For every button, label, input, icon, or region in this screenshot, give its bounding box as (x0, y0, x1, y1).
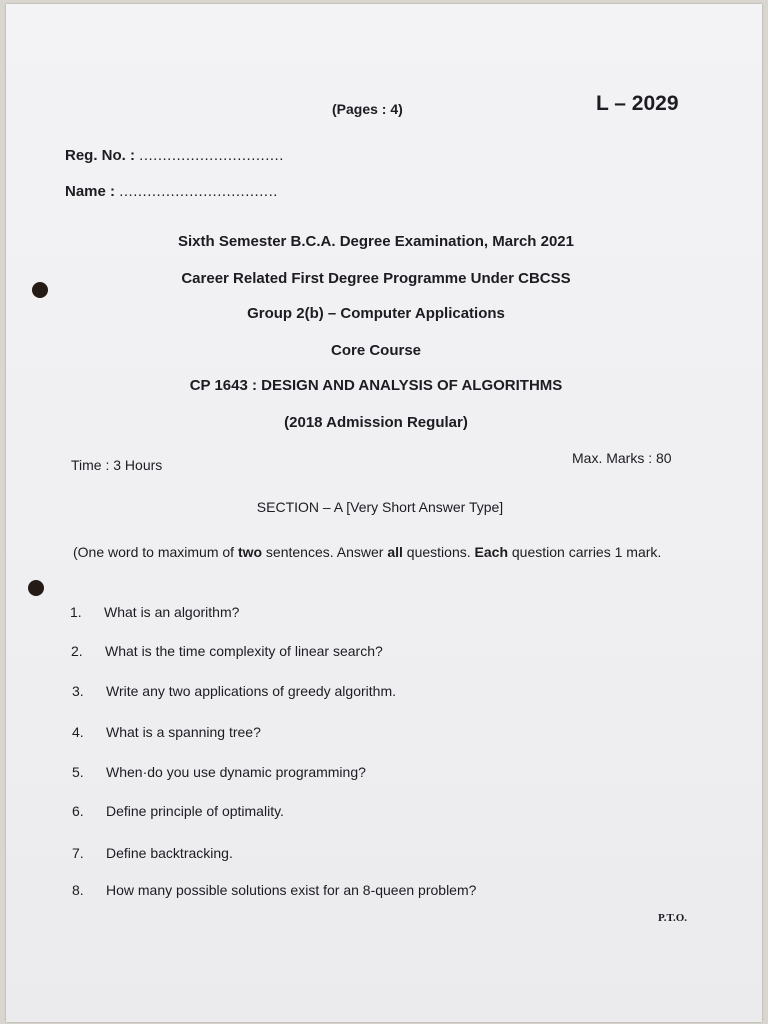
question-text: When·do you use dynamic programming? (106, 764, 366, 780)
course-title: CP 1643 : DESIGN AND ANALYSIS OF ALGORITHMS (189, 377, 563, 394)
programme-title: Career Related First Degree Programme Under CBCSS (181, 270, 571, 287)
paper-code: L – 2029 (596, 92, 679, 115)
question-text: How many possible solutions exist for an 8-queen problem? (106, 882, 477, 898)
page-count: (Pages : 4) (332, 101, 403, 117)
question-text: What is a spanning tree? (106, 724, 261, 740)
question-number: 6. (72, 803, 84, 819)
question-text: Define backtracking. (106, 845, 233, 861)
reg-no-label: Reg. No. : (65, 147, 135, 164)
max-marks: Max. Marks : 80 (572, 450, 672, 466)
section-instructions (73, 542, 689, 562)
question-text: Write any two applications of greedy algorithm. (106, 683, 396, 699)
question-number: 2. (71, 643, 83, 659)
course-type: Core Course (330, 342, 422, 359)
instr-bold: Each (474, 544, 508, 560)
instr-text: sentences. Answer (262, 544, 388, 560)
question-number: 4. (72, 724, 84, 740)
instr-text: question carries 1 mark. (508, 544, 662, 560)
name-dots: .................................. (119, 183, 278, 200)
question-text: What is the time complexity of linear search? (105, 643, 383, 659)
instr-bold: two (237, 544, 263, 560)
exam-paper (6, 4, 762, 1022)
question-number: 3. (72, 683, 84, 699)
section-heading: SECTION – A [Very Short Answer Type] (256, 499, 504, 515)
admission-note: (2018 Admission Regular) (284, 414, 468, 431)
name-field (65, 183, 278, 200)
question-number: 5. (72, 764, 84, 780)
instr-text: questions. (402, 544, 475, 560)
exam-time: Time : 3 Hours (71, 457, 163, 473)
question-number: 1. (70, 604, 82, 620)
punch-hole-bottom (28, 580, 44, 596)
question-text: Define principle of optimality. (106, 803, 284, 819)
question-text: What is an algorithm? (104, 604, 240, 620)
instr-text: (One word to maximum of (73, 544, 238, 560)
reg-no-dots: ............................... (139, 147, 284, 164)
please-turn-over: P.T.O. (658, 912, 688, 924)
name-label: Name : (65, 183, 116, 200)
reg-no-field (65, 147, 284, 164)
question-number: 7. (72, 845, 84, 861)
group-title: Group 2(b) – Computer Applications (247, 305, 505, 322)
instr-bold: all (387, 544, 403, 560)
question-number: 8. (72, 882, 84, 898)
exam-title: Sixth Semester B.C.A. Degree Examination, March 2021 (178, 233, 574, 250)
